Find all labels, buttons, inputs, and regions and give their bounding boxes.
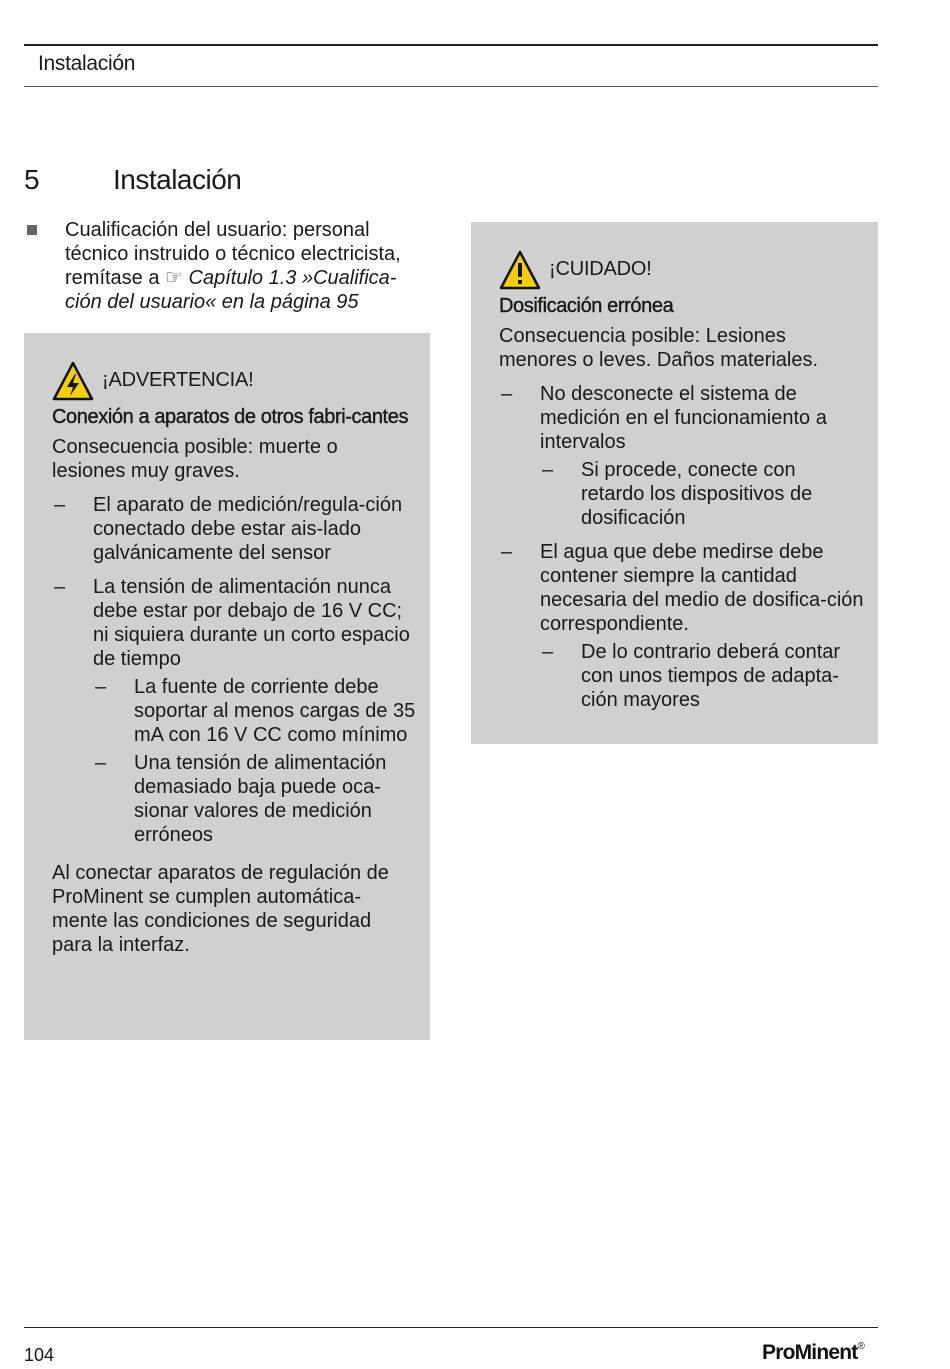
registered-mark: ® [857,1341,865,1352]
dash-marker: – [542,641,554,663]
warning-box [24,333,430,1040]
warning-signal-word: ¡ADVERTENCIA! [102,369,254,391]
qualification-bullet [24,218,430,314]
dash-marker: – [501,383,513,405]
warning-consequence: Consecuencia posible: muerte o lesiones muy graves. [52,436,338,482]
logo-text: ProMinent [762,1341,858,1364]
warning-hazard-title: Conexión a aparatos de otros fabri-cantes [52,406,409,428]
warning-footer-text: Al conectar aparatos de regulación de ProMinent se cumplen automática-mente las condiciones de seguridad para la interfaz. [52,862,389,956]
caution-signal-row [499,250,864,292]
prominent-logo [762,1341,865,1365]
warning-subitem-text: La fuente de corriente debe soportar al menos cargas de 35 mA con 16 V CC como mínimo [134,676,416,746]
warning-subitem-text: Una tensión de alimentación demasiado baja puede oca-sionar valores de medición erróneos [134,752,387,846]
caution-item-text: No desconecte el sistema de medición en el funcionamiento a intervalos [540,383,827,453]
square-bullet-icon [27,225,37,235]
exclamation-warning-icon [499,250,541,290]
warning-item-text: La tensión de alimentación nunca debe estar por debajo de 16 V CC; ni siquiera durante un corto espacio de tiempo [93,576,410,670]
caution-item-text: El agua que debe medirse debe contener siempre la cantidad necesaria del medio de dosifica-ción correspondiente. [540,541,864,635]
running-header-title: Instalación [38,52,136,75]
footer-rule [24,1327,878,1328]
warning-signal-row [52,361,416,403]
warning-item [52,493,416,565]
caution-subitem [540,458,864,530]
warning-item-text: El aparato de medición/regula-ción conectado debe estar ais-lado galvánicamente del sensor [93,494,403,564]
dash-marker: – [54,494,66,516]
caution-signal-word: ¡CUIDADO! [549,258,652,280]
caution-item [499,382,864,530]
warning-subitem [93,751,416,847]
dash-marker: – [542,459,554,481]
caution-subitem-text: Si procede, conecte con retardo los dispositivos de dosificación [581,459,813,529]
warning-item [52,575,416,847]
caution-subitem-text: De lo contrario deberá contar con unos tiempos de adapta-ción mayores [581,641,841,711]
caution-item [499,540,864,712]
chapter-number: 5 [24,164,40,195]
header-rule-bottom [24,86,878,87]
chapter-title: Instalación [113,164,242,195]
dash-marker: – [95,752,107,774]
chapter-reference-link[interactable]: Capítulo 1.3 »Cualifica-ción del usuario« en la página 95 [65,267,397,313]
dash-marker: – [54,576,66,598]
caution-subitem [540,640,864,712]
caution-consequence: Consecuencia posible: Lesiones menores o leves. Daños materiales. [499,325,819,371]
dash-marker: – [501,541,513,563]
hand-pointer-icon: ☞ [165,267,183,289]
caution-sublist [540,458,864,530]
dash-marker: – [95,676,107,698]
left-column [24,218,430,314]
electric-hazard-icon [52,361,94,401]
warning-sublist [93,675,416,847]
caution-sublist [540,640,864,712]
warning-subitem [93,675,416,747]
caution-hazard-title: Dosificación errónea [499,295,674,317]
page-number: 104 [24,1345,55,1365]
qualification-text: Cualificación del usuario: personal técnico instruido o técnico electricista, remítase a [65,219,401,289]
caution-box [471,222,878,744]
header-rule-top [24,44,878,46]
